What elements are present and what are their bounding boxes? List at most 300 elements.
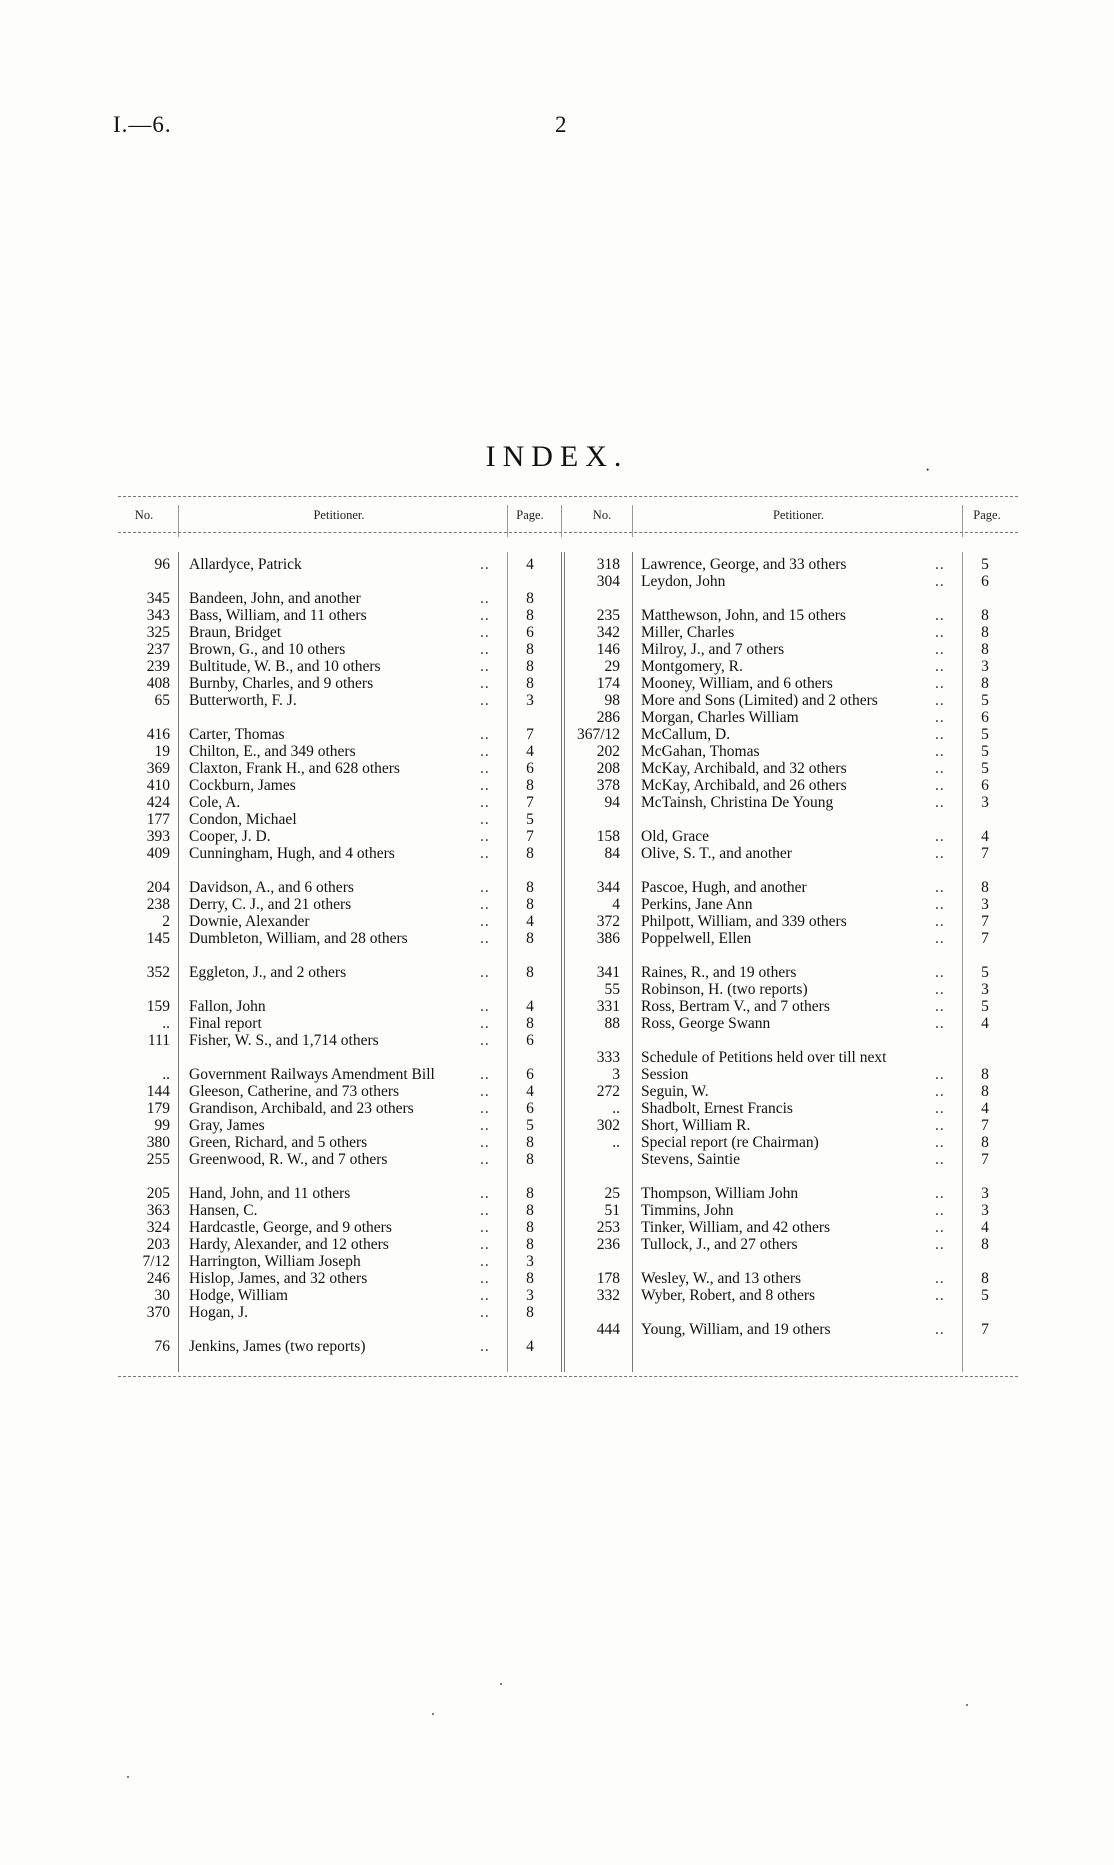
petitioner-name: Fisher, W. S., and 1,714 others [189,1032,379,1049]
leader-dots: .. [480,1015,490,1032]
petitioner-name: Cole, A. [189,794,241,811]
stray-mark: · [925,462,931,479]
page-ref: 7 [526,828,534,845]
page-ref: 8 [526,675,534,692]
petitioner-name: Philpott, William, and 339 others [641,913,847,930]
petitioner-name: Allardyce, Patrick [189,556,302,573]
petition-number: .. [162,1015,170,1032]
leader-dots: .. [935,1185,945,1202]
petitioner-name: Perkins, Jane Ann [641,896,753,913]
page-ref: 8 [981,607,989,624]
petition-number: 302 [596,1117,620,1134]
petition-number: 345 [146,590,170,607]
leader-dots: .. [935,896,945,913]
petitioner-name: Dumbleton, William, and 28 others [189,930,408,947]
petitioner-name: Stevens, Saintie [641,1151,741,1168]
leader-dots: .. [935,1134,945,1151]
page-reference: I.—6. [113,112,172,137]
petitioner-name: Mooney, William, and 6 others [641,675,833,692]
page-ref: 7 [981,1117,989,1134]
page-ref: 8 [526,896,534,913]
column-divider [564,552,565,1372]
petition-number: 98 [604,692,620,709]
petitioner-name: Final report [189,1015,262,1032]
leader-dots: .. [480,930,490,947]
petitioner-name: Old, Grace [641,828,709,845]
page-ref: 8 [526,658,534,675]
column-divider [178,552,179,1372]
leader-dots: .. [480,1253,490,1270]
leader-dots: .. [480,1151,490,1168]
leader-dots: .. [935,709,945,726]
petition-number: 88 [604,1015,620,1032]
petitioner-name: Hogan, J. [189,1304,248,1321]
page-ref: 8 [526,930,534,947]
leader-dots: .. [480,624,490,641]
leader-dots: .. [480,1304,490,1321]
header-bottom-rule [118,532,1018,533]
speck [966,1704,968,1706]
leader-dots: .. [935,1083,945,1100]
speck [432,1713,434,1715]
petition-number: 341 [596,964,620,981]
petitioner-name: Green, Richard, and 5 others [189,1134,368,1151]
petition-number: 96 [154,556,170,573]
leader-dots: .. [480,1117,490,1134]
petition-number: 369 [146,760,170,777]
petitioner-name: Greenwood, R. W., and 7 others [189,1151,388,1168]
page-ref: 3 [981,1185,989,1202]
petition-number: 94 [604,794,620,811]
petition-number: 372 [596,913,620,930]
petition-number: 332 [596,1287,620,1304]
petition-number: 145 [146,930,170,947]
petitioner-name: Butterworth, F. J. [189,692,297,709]
petition-number: 344 [596,879,620,896]
leader-dots: .. [480,879,490,896]
page-ref: 4 [526,998,534,1015]
leader-dots: .. [935,1270,945,1287]
petition-number: .. [612,1100,620,1117]
petition-number: 363 [146,1202,170,1219]
petitioner-name: McGahan, Thomas [641,743,760,760]
petitioner-name: Davidson, A., and 6 others [189,879,354,896]
petitioner-name: Poppelwell, Ellen [641,930,752,947]
petitioner-name: Miller, Charles [641,624,735,641]
leader-dots: .. [935,1015,945,1032]
page-ref: 8 [526,1015,534,1032]
petition-number: 235 [596,607,620,624]
page-ref: 4 [526,913,534,930]
leader-dots: .. [935,981,945,998]
petitioner-name: Hodge, William [189,1287,288,1304]
petition-number: 84 [604,845,620,862]
page-ref: 4 [526,743,534,760]
page-ref: 5 [526,811,534,828]
leader-dots: .. [480,1219,490,1236]
speck [127,1776,129,1778]
page-ref: 5 [981,1287,989,1304]
petition-number: 4 [612,896,620,913]
petitioner-name: Short, William R. [641,1117,751,1134]
page-ref: 6 [526,1100,534,1117]
leader-dots: .. [935,828,945,845]
leader-dots: .. [935,1151,945,1168]
petition-number: 205 [146,1185,170,1202]
petition-number: 239 [146,658,170,675]
page-ref: 4 [981,1100,989,1117]
petition-number: 343 [146,607,170,624]
leader-dots: .. [480,641,490,658]
petition-number: 370 [146,1304,170,1321]
page-ref: 7 [526,726,534,743]
petition-number: .. [162,1066,170,1083]
leader-dots: .. [935,964,945,981]
petition-number: 179 [146,1100,170,1117]
page-ref: 8 [526,1270,534,1287]
petitioner-name: Bandeen, John, and another [189,590,361,607]
petition-number: 318 [596,556,620,573]
page-ref: 3 [981,658,989,675]
leader-dots: .. [935,1321,945,1338]
page-ref: 8 [526,1151,534,1168]
page-ref: 3 [981,896,989,913]
petition-number: 178 [596,1270,620,1287]
petition-number: 144 [146,1083,170,1100]
leader-dots: .. [480,1083,490,1100]
petition-number: 204 [146,879,170,896]
leader-dots: .. [480,743,490,760]
page-ref: 5 [981,556,989,573]
petitioner-name: Lawrence, George, and 33 others [641,556,847,573]
page-ref: 8 [981,641,989,658]
petition-number: 65 [154,692,170,709]
petitioner-name: Burnby, Charles, and 9 others [189,675,374,692]
page-ref: 8 [526,1202,534,1219]
leader-dots: .. [480,794,490,811]
page-ref: 8 [526,845,534,862]
page-ref: 8 [526,590,534,607]
leader-dots: .. [480,777,490,794]
page-ref: 8 [981,1083,989,1100]
leader-dots: .. [480,1236,490,1253]
petitioner-name: McKay, Archibald, and 26 others [641,777,847,794]
leader-dots: .. [935,573,945,590]
petition-number: 408 [146,675,170,692]
petition-number: 393 [146,828,170,845]
petitioner-name: Matthewson, John, and 15 others [641,607,846,624]
petition-number: 2 [162,913,170,930]
petitioner-name: Hislop, James, and 32 others [189,1270,368,1287]
petitioner-name: Raines, R., and 19 others [641,964,797,981]
petitioner-name: More and Sons (Limited) and 2 others [641,692,878,709]
leader-dots: .. [480,1270,490,1287]
petition-number: 378 [596,777,620,794]
petitioner-name: Cockburn, James [189,777,296,794]
leader-dots: .. [935,1219,945,1236]
petition-number: 3 [612,1066,620,1083]
petition-number: 158 [596,828,620,845]
page-ref: 3 [981,1202,989,1219]
leader-dots: .. [935,1066,945,1083]
leader-dots: .. [935,777,945,794]
page-ref: 5 [981,998,989,1015]
leader-dots: .. [480,998,490,1015]
petition-number: 25 [604,1185,620,1202]
petition-number: 386 [596,930,620,947]
leader-dots: .. [935,1236,945,1253]
col-petitioner-header-left: Petitioner. [313,508,365,522]
column-divider [561,552,562,1372]
leader-dots: .. [480,896,490,913]
petition-number: 99 [154,1117,170,1134]
leader-dots: .. [935,743,945,760]
petition-number: 424 [146,794,170,811]
petition-number: 444 [596,1321,620,1338]
page-ref: 6 [981,777,989,794]
petition-number: 146 [596,641,620,658]
leader-dots: .. [935,930,945,947]
leader-dots: .. [935,1117,945,1134]
page-ref: 8 [526,777,534,794]
petitioner-name: Tinker, William, and 42 others [641,1219,831,1236]
col-petitioner-header-right: Petitioner. [772,508,825,522]
petition-number: 325 [146,624,170,641]
petitioner-name: Tullock, J., and 27 others [641,1236,798,1253]
petitioner-name: Seguin, W. [641,1083,709,1100]
petitioner-name: Thompson, William John [641,1185,799,1202]
page-ref: 8 [526,1304,534,1321]
page-ref: 5 [526,1117,534,1134]
petition-number: 253 [596,1219,620,1236]
petitioner-name: Wesley, W., and 13 others [641,1270,802,1287]
petitioner-name: Jenkins, James (two reports) [189,1338,366,1355]
petition-number: 111 [147,1032,170,1049]
petitioner-name: McKay, Archibald, and 32 others [641,760,847,777]
page-ref: 4 [526,1338,534,1355]
petition-number: 174 [596,675,620,692]
petitioner-name: Downie, Alexander [189,913,310,930]
page-ref: 3 [526,692,534,709]
petition-number: 7/12 [142,1253,170,1270]
petitioner-name: Hardcastle, George, and 9 others [189,1219,392,1236]
petition-number: 19 [154,743,170,760]
leader-dots: .. [480,828,490,845]
petitioner-name: Montgomery, R. [641,658,743,675]
leader-dots: .. [935,845,945,862]
page-ref: 6 [981,573,989,590]
leader-dots: .. [480,845,490,862]
page-ref: 3 [981,794,989,811]
petitioner-name: Chilton, E., and 349 others [189,743,356,760]
leader-dots: .. [935,675,945,692]
petition-number: 409 [146,845,170,862]
page-ref: 8 [526,1134,534,1151]
page-ref: 7 [981,913,989,930]
petition-number: 286 [596,709,620,726]
leader-dots: .. [480,811,490,828]
page-ref: 6 [526,760,534,777]
leader-dots: .. [935,998,945,1015]
page-ref: 8 [981,879,989,896]
col-page-header-left: Page. [516,508,544,522]
petition-number: 304 [596,573,620,590]
petition-number: 331 [596,998,620,1015]
col-no-header-right: No. [592,508,612,522]
page-ref: 7 [526,794,534,811]
petitioner-name: Timmins, John [641,1202,734,1219]
page-ref: 8 [526,1219,534,1236]
petition-number: 30 [154,1287,170,1304]
petition-number: 333 [596,1049,620,1066]
leader-dots: .. [935,913,945,930]
page-ref: 5 [981,692,989,709]
leader-dots: .. [480,1066,490,1083]
page-ref: 6 [526,1066,534,1083]
leader-dots: .. [480,658,490,675]
petition-number: 380 [146,1134,170,1151]
page-ref: 6 [526,1032,534,1049]
petitioner-name: Fallon, John [189,998,266,1015]
leader-dots: .. [480,726,490,743]
petitioner-name: Hansen, C. [189,1202,258,1219]
petitioner-name: Condon, Michael [189,811,297,828]
leader-dots: .. [935,607,945,624]
page-ref: 8 [526,1236,534,1253]
petitioner-name: Young, William, and 19 others [641,1321,831,1338]
petitioner-name: Hand, John, and 11 others [189,1185,351,1202]
petitioner-name: Hardy, Alexander, and 12 others [189,1236,389,1253]
page-ref: 3 [526,1253,534,1270]
page-ref: 8 [981,624,989,641]
petitioner-name: Derry, C. J., and 21 others [189,896,352,913]
petitioner-name: Harrington, William Joseph [189,1253,361,1270]
petitioner-name: Bultitude, W. B., and 10 others [189,658,381,675]
petition-number: 367/12 [576,726,620,743]
petitioner-name: Olive, S. T., and another [641,845,792,862]
page-ref: 7 [981,845,989,862]
petitioner-name: Shadbolt, Ernest Francis [641,1100,793,1117]
petition-number: 208 [596,760,620,777]
leader-dots: .. [935,1100,945,1117]
petition-number: 203 [146,1236,170,1253]
leader-dots: .. [935,556,945,573]
table-top-rule [118,496,1018,497]
page-ref: 5 [981,743,989,760]
column-divider [561,505,562,537]
petition-number: 416 [146,726,170,743]
page-ref: 8 [526,641,534,658]
petition-number: 55 [604,981,620,998]
petitioner-name: Bass, William, and 11 others [189,607,367,624]
petition-number: 272 [596,1083,620,1100]
column-divider [632,552,633,1372]
page-ref: 7 [981,930,989,947]
page-ref: 8 [526,1185,534,1202]
leader-dots: .. [480,675,490,692]
petition-number: 238 [146,896,170,913]
page-ref: 4 [981,1015,989,1032]
page-number: 2 [555,112,567,137]
leader-dots: .. [935,692,945,709]
petitioner-name: Braun, Bridget [189,624,282,641]
petitioner-name: Gleeson, Catherine, and 73 others [189,1083,400,1100]
petition-number: 202 [596,743,620,760]
petition-number: 352 [146,964,170,981]
petition-number: 324 [146,1219,170,1236]
leader-dots: .. [480,1287,490,1304]
petitioner-name: Cooper, J. D. [189,828,271,845]
petitioner-name: Session [641,1066,689,1083]
petitioner-name: McCallum, D. [641,726,731,743]
page-ref: 8 [981,1236,989,1253]
leader-dots: .. [935,794,945,811]
petitioner-name: Pascoe, Hugh, and another [641,879,807,896]
petitioner-name: Grandison, Archibald, and 23 others [189,1100,414,1117]
leader-dots: .. [935,1287,945,1304]
page-ref: 4 [526,1083,534,1100]
leader-dots: .. [480,607,490,624]
page-ref: 8 [981,1066,989,1083]
petition-number: 410 [146,777,170,794]
page-ref: 8 [981,1134,989,1151]
petition-number: 29 [604,658,620,675]
page-ref: 6 [981,709,989,726]
petitioner-name: Ross, Bertram V., and 7 others [641,998,830,1015]
petitioner-name: Ross, George Swann [641,1015,771,1032]
petitioner-name: Morgan, Charles William [641,709,799,726]
leader-dots: .. [480,1100,490,1117]
petition-number: 177 [146,811,170,828]
leader-dots: .. [935,879,945,896]
leader-dots: .. [480,692,490,709]
leader-dots: .. [935,726,945,743]
leader-dots: .. [480,913,490,930]
column-divider [962,505,963,537]
petition-number: 255 [146,1151,170,1168]
page-ref: 5 [981,760,989,777]
page-ref: 3 [526,1287,534,1304]
column-divider [632,505,633,537]
speck [500,1683,502,1685]
page-ref: 7 [981,1151,989,1168]
column-divider [507,505,508,537]
leader-dots: .. [480,1202,490,1219]
column-divider [178,505,179,537]
petitioner-name: Leydon, John [641,573,726,590]
page-ref: 3 [981,981,989,998]
petitioner-name: McTainsh, Christina De Young [641,794,834,811]
leader-dots: .. [935,641,945,658]
petitioner-name: Carter, Thomas [189,726,285,743]
petitioner-name: Eggleton, J., and 2 others [189,964,347,981]
page-ref: 4 [526,556,534,573]
petition-number: .. [612,1134,620,1151]
petitioner-name: Milroy, J., and 7 others [641,641,785,658]
petition-number: 159 [146,998,170,1015]
page-ref: 8 [526,607,534,624]
petition-number: 51 [604,1202,620,1219]
petitioner-name: Wyber, Robert, and 8 others [641,1287,816,1304]
table-bottom-rule [118,1376,1018,1377]
petition-number: 246 [146,1270,170,1287]
page-ref: 8 [981,675,989,692]
petitioner-name: Robinson, H. (two reports) [641,981,808,998]
index-title: INDEX. [485,440,629,473]
petition-number: 236 [596,1236,620,1253]
petitioner-name: Gray, James [189,1117,265,1134]
leader-dots: .. [480,590,490,607]
